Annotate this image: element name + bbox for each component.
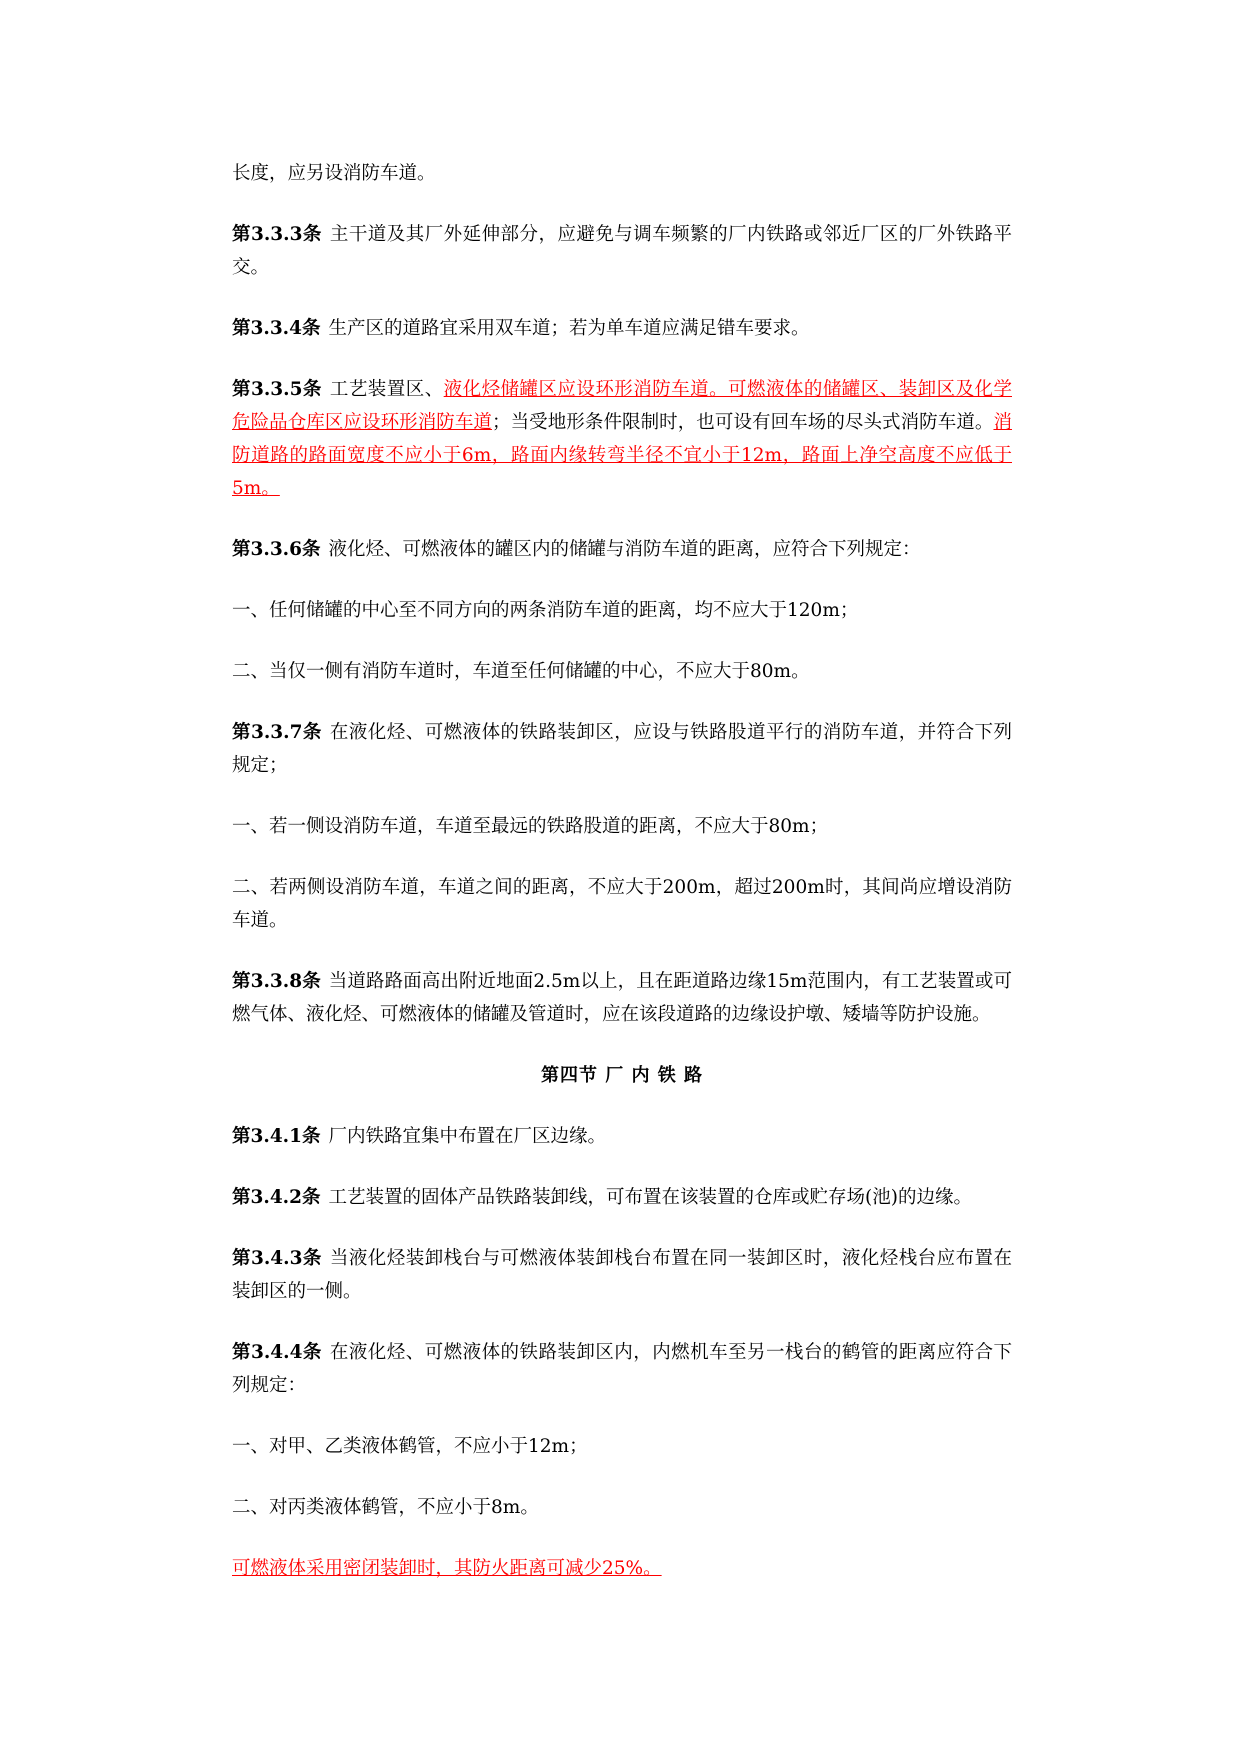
paragraph <box>232 1336 1012 1402</box>
paragraph-text: 一、任何储罐的中心至不同方向的两条消防车道的距离，均不应大于120m； <box>232 600 859 621</box>
paragraph-text: 当液化烃装卸栈台与可燃液体装卸栈台布置在同一装卸区时，液化烃栈台应布置在装卸区的一侧。 <box>232 1248 1012 1302</box>
paragraph <box>232 1181 1012 1214</box>
article-number: 第3.4.1条 <box>232 1126 321 1147</box>
section-heading: 第四节 厂 内 铁 路 <box>540 1065 704 1086</box>
paragraph-text: 在液化烃、可燃液体的铁路装卸区内，内燃机车至另一栈台的鹤管的距离应符合下列规定： <box>232 1342 1012 1396</box>
paragraph <box>232 373 1012 505</box>
paragraph-text: 一、对甲、乙类液体鹤管，不应小于12m； <box>232 1436 588 1457</box>
paragraph <box>232 218 1012 284</box>
paragraph-text: 当道路路面高出附近地面2.5m以上，且在距道路边缘15m范围内，有工艺装置或可燃气体、液化烃、可燃液体的储罐及管道时，应在该段道路的边缘设护墩、矮墙等防护设施。 <box>232 971 1012 1025</box>
article-number: 第3.4.3条 <box>232 1248 322 1269</box>
paragraph <box>232 810 1012 843</box>
paragraph-text: 工艺装置的固体产品铁路装卸线，可布置在该装置的仓库或贮存场(池)的边缘。 <box>328 1187 972 1208</box>
paragraph <box>232 1430 1012 1463</box>
article-number: 第3.3.6条 <box>232 539 321 560</box>
paragraph-text: 主干道及其厂外延伸部分，应避免与调车频繁的厂内铁路或邻近厂区的厂外铁路平交。 <box>232 224 1012 278</box>
paragraph <box>232 312 1012 345</box>
article-number: 第3.3.5条 <box>232 379 322 400</box>
highlighted-text: 消防道路的路面宽度不应小于6m，路面内缘转弯半径不宜小于12m，路面上净空高度不应低于5m。 <box>232 412 1012 499</box>
article-number: 第3.4.2条 <box>232 1187 321 1208</box>
paragraph <box>232 871 1012 937</box>
paragraph-text: 工艺装置区、 <box>329 379 444 400</box>
paragraph-text: 生产区的道路宜采用双车道；若为单车道应满足错车要求。 <box>328 318 810 339</box>
paragraph <box>232 1491 1012 1524</box>
paragraph <box>232 655 1012 688</box>
highlighted-text: 液化烃储罐区应设环形消防车道。可燃液体的储罐区、装卸区及化学危险品仓库区应设环形消防车道 <box>232 379 1012 433</box>
paragraph <box>232 594 1012 627</box>
paragraph-text: 二、若两侧设消防车道，车道之间的距离，不应大于200m，超过200m时，其间尚应增设消防车道。 <box>232 877 1012 931</box>
highlighted-text: 可燃液体采用密闭装卸时，其防火距离可减少25%。 <box>232 1558 662 1579</box>
document-page <box>232 157 1012 1613</box>
paragraph-text: 在液化烃、可燃液体的铁路装卸区，应设与铁路股道平行的消防车道，并符合下列规定； <box>232 722 1012 776</box>
paragraph <box>232 1552 1012 1585</box>
paragraph-text: 长度，应另设消防车道。 <box>232 163 436 184</box>
paragraph <box>232 965 1012 1031</box>
article-number: 第3.3.4条 <box>232 318 321 339</box>
paragraph-text: 二、当仅一侧有消防车道时，车道至任何储罐的中心，不应大于80m。 <box>232 661 810 682</box>
paragraph <box>232 533 1012 566</box>
paragraph-text: 厂内铁路宜集中布置在厂区边缘。 <box>328 1126 607 1147</box>
paragraph <box>232 1120 1012 1153</box>
article-number: 第3.3.7条 <box>232 722 322 743</box>
paragraph <box>232 716 1012 782</box>
paragraph-text: 二、对丙类液体鹤管，不应小于8m。 <box>232 1497 539 1518</box>
paragraph-text: 一、若一侧设消防车道，车道至最远的铁路股道的距离，不应大于80m； <box>232 816 829 837</box>
paragraph-text: 液化烃、可燃液体的罐区内的储罐与消防车道的距离，应符合下列规定： <box>328 539 921 560</box>
paragraph <box>232 157 1012 190</box>
article-number: 第3.3.8条 <box>232 971 321 992</box>
article-number: 第3.3.3条 <box>232 224 322 245</box>
paragraph-text: ；当受地形条件限制时，也可设有回车场的尽头式消防车道。 <box>492 412 994 433</box>
paragraph <box>232 1242 1012 1308</box>
article-number: 第3.4.4条 <box>232 1342 322 1363</box>
